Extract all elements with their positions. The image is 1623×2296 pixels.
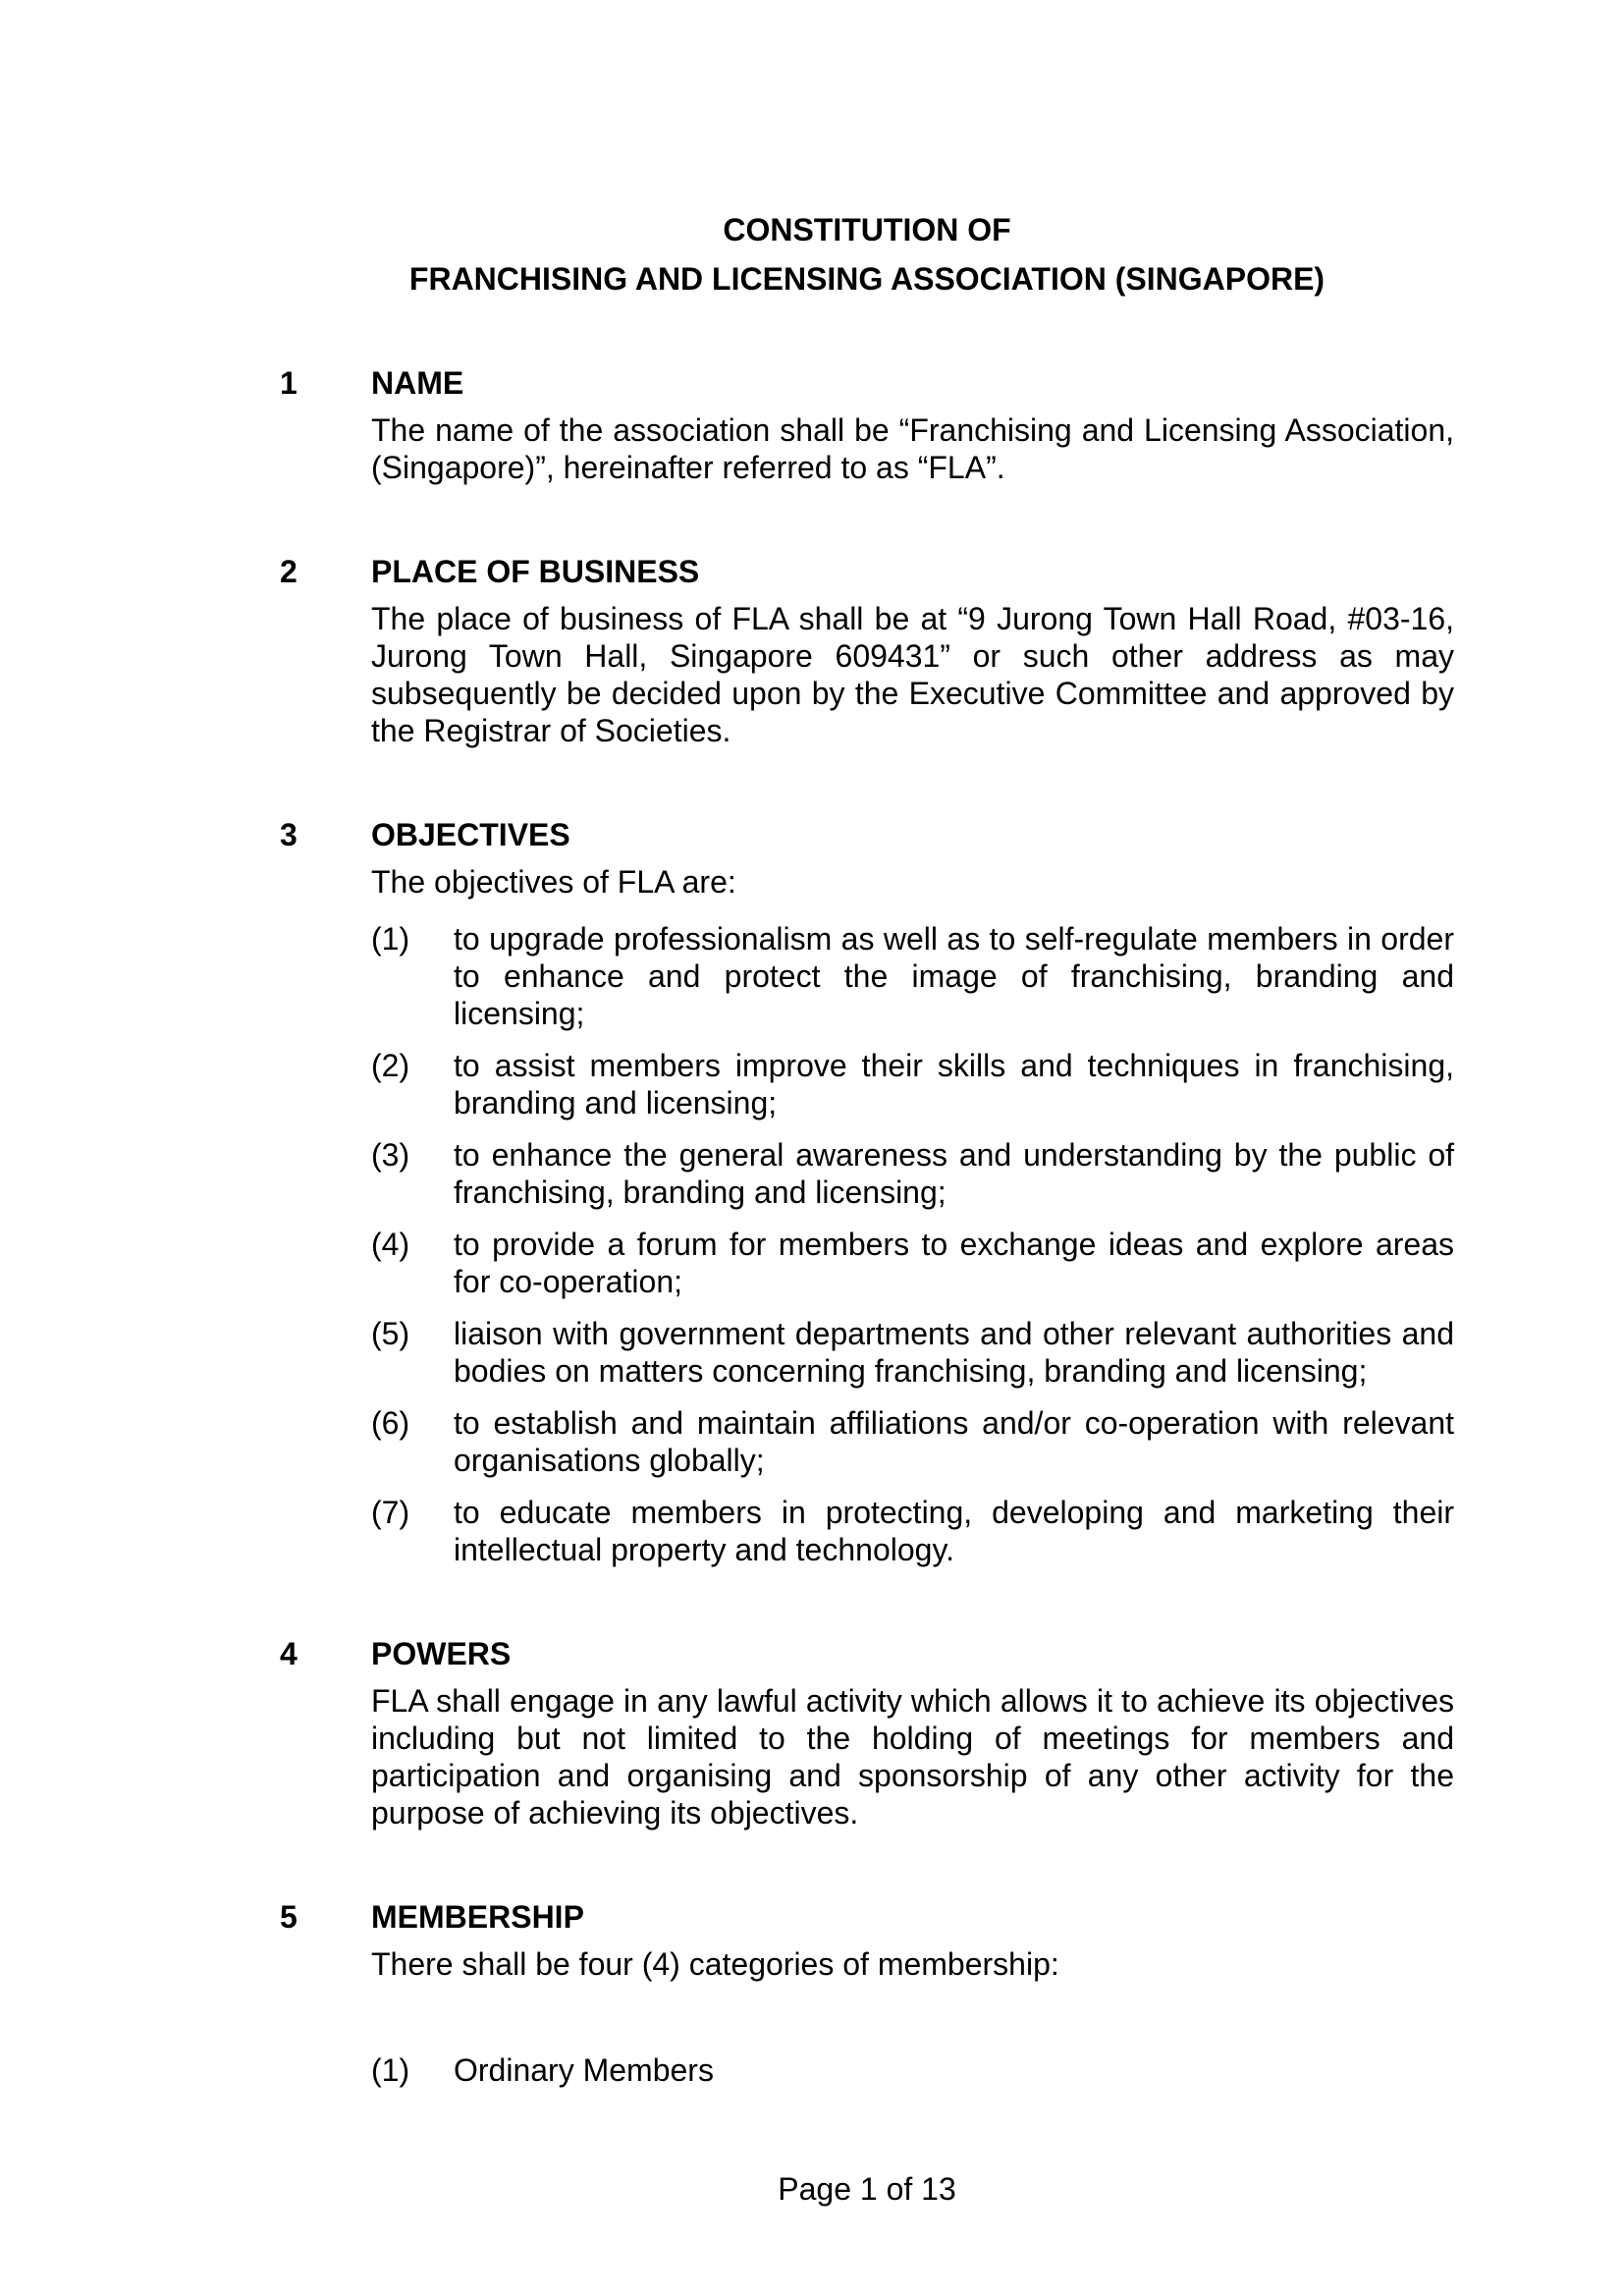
list-item-marker: (7) — [371, 1495, 410, 1530]
list-item-text: liaison with government departments and other relevant authorities and bodies on matters concerning franchising, branding and licensing; — [454, 1316, 1454, 1389]
section-heading: PLACE OF BUSINESS — [371, 554, 700, 589]
paragraph: The name of the association shall be “Franchising and Licensing Association, (Singapore)”, hereinafter referred to as “FLA”. — [371, 412, 1454, 485]
section — [280, 1898, 1454, 2089]
section-number: 3 — [280, 817, 298, 852]
list-item — [371, 1226, 1454, 1300]
section — [280, 1635, 1454, 1831]
numbered-list — [371, 920, 1454, 1568]
list-item-marker: (3) — [371, 1137, 410, 1173]
section-number: 2 — [280, 554, 298, 589]
document-title-line2: FRANCHISING AND LICENSING ASSOCIATION (SINGAPORE) — [408, 261, 1325, 297]
paragraph: The place of business of FLA shall be at “9 Jurong Town Hall Road, #03-16, Jurong Town Hall, Singapore 609431” or such other address as may subsequently be decided upon by the Executive Committee and approved by the Registrar of Societies. — [371, 601, 1454, 748]
list-item-text: Ordinary Members — [454, 2052, 714, 2088]
document-content — [280, 0, 1454, 2089]
numbered-list — [371, 2051, 1454, 2089]
document-title-line1: CONSTITUTION OF — [723, 212, 1011, 247]
list-item — [371, 1315, 1454, 1390]
section-heading: MEMBERSHIP — [371, 1899, 584, 1935]
section-heading: OBJECTIVES — [371, 817, 570, 852]
section — [280, 553, 1454, 749]
section-heading: NAME — [371, 365, 464, 401]
section-content — [371, 1898, 1454, 2089]
list-item — [371, 1136, 1454, 1211]
paragraph: The objectives of FLA are: — [371, 864, 736, 900]
section-content — [371, 364, 1454, 486]
list-item — [371, 1404, 1454, 1479]
list-item-text: to provide a forum for members to exchange ideas and explore areas for co-operation; — [454, 1227, 1454, 1299]
document-body — [280, 364, 1454, 2089]
list-item — [371, 2051, 1454, 2089]
list-item-text: to enhance the general awareness and understanding by the public of franchising, branding and licensing; — [454, 1137, 1454, 1210]
section-number: 1 — [280, 365, 298, 401]
section-number: 4 — [280, 1636, 298, 1671]
list-item — [371, 920, 1454, 1032]
list-item-marker: (1) — [371, 921, 410, 957]
list-item-marker: (5) — [371, 1316, 410, 1351]
list-item-marker: (1) — [371, 2052, 410, 2088]
list-item-marker: (2) — [371, 1048, 410, 1083]
list-item-text: to assist members improve their skills and techniques in franchising, branding and licensing; — [454, 1048, 1454, 1121]
page-footer: Page 1 of 13 — [778, 2171, 956, 2207]
section-number: 5 — [280, 1899, 298, 1935]
list-item — [371, 1047, 1454, 1121]
list-item-text: to educate members in protecting, developing and marketing their intellectual property and technology. — [454, 1495, 1454, 1567]
section-content — [371, 553, 1454, 749]
list-item-marker: (4) — [371, 1227, 410, 1262]
section — [280, 364, 1454, 486]
paragraph: There shall be four (4) categories of membership: — [371, 1946, 1059, 1982]
list-item-marker: (6) — [371, 1405, 410, 1441]
list-item-text: to establish and maintain affiliations and/or co-operation with relevant organisations globally; — [454, 1405, 1454, 1478]
section — [280, 816, 1454, 1568]
section-content — [371, 1635, 1454, 1831]
paragraph: FLA shall engage in any lawful activity which allows it to achieve its objectives including but not limited to the holding of meetings for members and participation and organising and sponsorship of any other activity for the purpose of achieving its objectives. — [371, 1683, 1454, 1831]
section-content — [371, 816, 1454, 1568]
list-item-text: to upgrade professionalism as well as to self-regulate members in order to enhance and protect the image of franchising, branding and licensing; — [454, 921, 1454, 1031]
list-item — [371, 1494, 1454, 1568]
section-heading: POWERS — [371, 1636, 512, 1671]
